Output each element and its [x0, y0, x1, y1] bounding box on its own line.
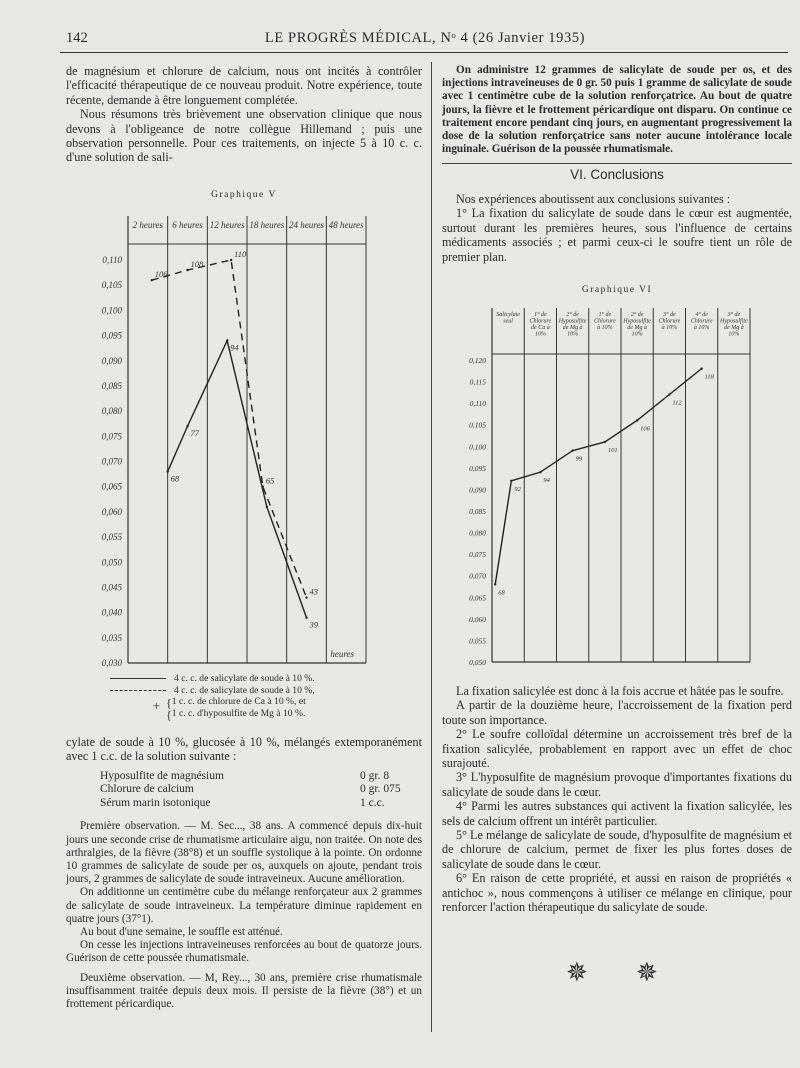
data-point	[262, 485, 264, 487]
formula-name: Chlorure de calcium	[100, 783, 194, 796]
data-label: 99	[575, 455, 583, 463]
column-header: Salicylate	[496, 312, 520, 318]
data-point	[151, 279, 153, 281]
data-label: 110	[234, 249, 247, 259]
y-tick-label: 0,100	[101, 305, 122, 316]
y-tick-label: 0,105	[469, 420, 486, 430]
observation: Au bout d'une semaine, le souffle est atténué.	[80, 925, 283, 938]
data-point	[604, 441, 606, 443]
observation: Première observation. — M. Sec..., 38 ans. A commencé depuis dix-huit jours une seconde crise de rhumatisme articulaire aigu, non traitée. On note des arthralgies, de la fièvre (38°8) et un souffle systolique à la pointe. On ordonne 10 grammes de salicylate de soude per os, auxquels on ajoute, pendant trois jours, 2 grammes de salicylate de soude intraveineux. Aucune amélioration.	[66, 820, 422, 886]
data-label: 68	[498, 589, 505, 597]
y-tick-label: 0,080	[469, 528, 486, 538]
data-point	[305, 616, 307, 618]
graph-5-caption: Graphique V	[211, 190, 277, 200]
column-header: 1° de	[534, 312, 547, 318]
data-label: 77	[190, 428, 199, 439]
journal-title: LE PROGRÈS MÉDICAL, Nᵒ 4 (26 Janvier 1935)	[264, 30, 586, 46]
paragraph: Nos expériences aboutissent aux conclusions suivantes :	[456, 192, 731, 206]
y-tick-label: 0,035	[101, 632, 122, 643]
paragraph: 3° L'hyposulfite de magnésium provoque d'importantes fixations du salicylate de soude dans le cœur.	[442, 770, 792, 799]
column-header: de Mg à	[627, 325, 647, 331]
section-rule	[442, 163, 792, 164]
y-tick-label: 0,040	[101, 607, 122, 618]
column-header: à 10%	[597, 325, 613, 331]
column-header: 2° de	[566, 312, 579, 318]
observation: On cesse les injections intraveineuses renforcées au bout de quatorze jours. Guérison de cette poussée rhumatismale.	[66, 939, 422, 965]
column-header: de Mg à	[724, 325, 744, 331]
formula	[66, 764, 422, 817]
ornament-icon: ✵	[636, 958, 658, 987]
column-header: Chlorure	[690, 318, 713, 325]
graph-6-caption: Graphique VI	[581, 285, 653, 295]
column-header: à 10%	[693, 325, 710, 331]
column-header: 2 heures	[132, 220, 164, 230]
y-tick-label: 0,070	[101, 456, 122, 467]
y-tick-label: 0,085	[469, 507, 486, 516]
y-tick-label: 0,060	[101, 506, 122, 517]
series-line	[495, 369, 701, 585]
column-header: 1° de	[598, 312, 612, 318]
y-tick-label: 0,050	[469, 658, 486, 667]
formula-qty: 1 c.c.	[360, 796, 385, 809]
column-header: 10%	[728, 331, 740, 338]
column-header: 24 heures	[289, 220, 324, 230]
header-rule	[60, 52, 788, 53]
observations	[66, 820, 422, 1011]
column-divider	[431, 62, 432, 1032]
paragraph: 2° Le soufre colloïdal détermine un accroissement très bref de la fixation salicylée, probablement en rapport avec un effet de choc surajouté.	[442, 727, 792, 771]
data-label: 39	[309, 619, 318, 630]
paragraph: de magnésium et chlorure de calcium, nous ont incités à contrôler l'efficacité thérapeutique de ce nouveau produit. Notre expérience, toute récente, demande à être longuement complétée.	[66, 64, 422, 107]
y-tick-label: 0,115	[469, 377, 486, 387]
data-label: 43	[309, 586, 318, 597]
column-header: Hyposulfite	[558, 318, 587, 325]
y-tick-label: 0,110	[102, 255, 122, 265]
data-point	[186, 425, 188, 427]
column-header: 6 heures	[172, 220, 203, 230]
column-header: Hyposulfite	[623, 318, 651, 325]
observation: Deuxième observation. — M, Rey..., 30 ans, première crise rhumatismale insuffisamment traitée depuis deux mois. Il persiste de la fièvre (38°) et un frottement péricardique.	[66, 971, 422, 1010]
y-tick-label: 0,050	[101, 557, 122, 568]
y-tick-label: 0,095	[469, 463, 486, 473]
data-point	[230, 259, 232, 261]
ornament-icon: ✵	[566, 958, 588, 987]
observation: On additionne un centimètre cube du mélange renforçateur aux 2 grammes de salicylate de soude intraveineux. La température diminue rapidement en quatre jours (37°1).	[66, 886, 422, 925]
y-tick-label: 0,030	[101, 658, 122, 668]
data-label: 108	[190, 259, 204, 270]
data-label: 118	[704, 373, 714, 381]
paragraph: 4° Parmi les autres substances qui activent la fixation salicylée, les sels de calcium offrent un intérêt particulier.	[442, 799, 792, 828]
data-point	[700, 367, 702, 369]
column-header: 12 heures	[209, 220, 245, 230]
graph-5-legend: 4 c. c. de salicylate de soude à 10 %. 4 c. c. de salicylate de soude à 10 %, + { 1 c. c. de chlorure de Ca à 10 %, et { 1 c. c. d'hyposulfite de Mg à 10 %.	[110, 672, 422, 720]
conclusions-bottom	[442, 684, 792, 915]
y-tick-label: 0,065	[101, 481, 122, 492]
data-label: 92	[514, 485, 521, 493]
column-header: de Ca à	[531, 325, 550, 331]
running-header	[66, 30, 784, 50]
column-header: à 10%	[661, 325, 678, 331]
data-label: 94	[543, 477, 550, 485]
column-header: 3° de	[727, 312, 741, 318]
data-point	[510, 480, 512, 482]
left-column-intro	[66, 64, 422, 165]
data-point	[571, 449, 573, 451]
paragraph: A partir de la douzième heure, l'accroissement de la fixation perd toute son importance.	[442, 698, 792, 727]
data-point	[186, 269, 188, 271]
legend-line: 1 c. c. d'hyposulfite de Mg à 10 %.	[171, 708, 306, 719]
legend-dashed: 4 c. c. de salicylate de soude à 10 %,	[174, 684, 315, 696]
paragraph: 1° La fixation du salicylate de soude dans le cœur est augmentée, surtout durant les premières heures, sous l'influence de certains médicaments associés ; et parmi ceux-ci le soufre tient un rôle de premier plan.	[442, 206, 792, 264]
x-axis-label: heures	[330, 649, 354, 659]
data-point	[636, 419, 638, 421]
paragraph: On administre 12 grammes de salicylate de soude per os, et des injections intraveineuses de 0 gr. 50 puis 1 gramme de salicylate de soude avec 1 centimètre cube de la solution renforçatrice. Au bout de quatre jours, la fièvre et le frottement péricardique ont disparu. On continue ce traitement encore pendant cinq jours, en augmentant progressivement la dose de la solution renforçatrice sans noter aucune intolérance locale inguinale. Guérison de la poussée rhumatismale.	[442, 64, 792, 156]
data-label: 65	[265, 475, 275, 486]
column-header: 10%	[534, 331, 546, 338]
series-line	[168, 341, 307, 618]
column-header: seul	[503, 318, 513, 325]
column-header: de Mg à	[562, 325, 583, 331]
column-header: 48 heures	[328, 220, 364, 230]
data-label: 94	[230, 342, 239, 353]
data-label: 106	[640, 425, 650, 433]
paragraph: 6° En raison de cette propriété, et aussi en raison de propriétés « antichoc », nous commençons à utiliser ce mélange en clinique, pour renforcer l'action thérapeutique du salicylate de soude.	[442, 871, 792, 915]
y-tick-label: 0,105	[101, 280, 122, 291]
y-tick-label: 0,110	[469, 399, 486, 409]
legend-line: 1 c. c. de chlorure de Ca à 10 %, et	[171, 696, 306, 707]
data-point	[266, 506, 268, 508]
data-point	[166, 470, 168, 472]
left-column-body	[66, 735, 422, 1011]
y-tick-label: 0,085	[101, 380, 122, 391]
y-tick-label: 0,045	[101, 582, 122, 593]
y-tick-label: 0,120	[469, 356, 486, 365]
column-header: Chlorure	[529, 318, 552, 325]
y-tick-label: 0,090	[469, 485, 486, 495]
y-tick-label: 0,080	[101, 406, 122, 417]
paragraph: Nous résumons très brièvement une observation clinique que nous devons à l'obligeance de notre collègue Hillemand ; puis une observation personnelle. Pour ces traitements, on injecte 5 à 10 c. c. d'une solution de sali-	[66, 107, 422, 165]
column-header: Hyposulfite	[720, 318, 748, 325]
column-header: 10%	[631, 331, 643, 338]
column-header: 2° de	[630, 312, 644, 318]
column-header: 18 heures	[249, 220, 285, 230]
graph-5	[96, 208, 426, 673]
column-header: Chlorure	[658, 318, 681, 325]
y-tick-label: 0,100	[469, 442, 486, 452]
y-tick-label: 0,055	[469, 636, 486, 646]
y-tick-label: 0,095	[101, 330, 122, 341]
paragraph: 5° Le mélange de salicylate de soude, d'hyposulfite de magnésium et de chlorure de calcium, permet de fixer les plus fortes doses de salicylate de soude dans le cœur.	[442, 828, 792, 871]
series-line	[152, 260, 307, 598]
graph-6	[450, 298, 792, 670]
data-point	[226, 339, 228, 341]
y-tick-label: 0,075	[101, 431, 122, 442]
data-point	[668, 393, 670, 395]
data-point	[494, 583, 496, 585]
data-point	[539, 471, 541, 473]
formula-qty: 0 gr. 075	[360, 783, 401, 796]
column-header: 4° de	[695, 312, 708, 318]
right-column-intro	[442, 64, 792, 156]
y-tick-label: 0,060	[469, 614, 486, 624]
formula-name: Sérum marin isotonique	[100, 796, 211, 809]
formula-name: Hyposulfite de magnésium	[100, 769, 224, 782]
column-header: 3° de	[663, 312, 676, 318]
section-title: VI. Conclusions	[570, 167, 664, 182]
data-label: 106	[154, 269, 168, 280]
y-tick-label: 0,075	[469, 550, 486, 560]
data-point	[305, 596, 307, 598]
paragraph: La fixation salicylée est donc à la fois accrue et hâtée pas le soufre.	[456, 684, 784, 698]
data-label: 112	[672, 399, 682, 407]
y-tick-label: 0,055	[101, 532, 122, 543]
column-header: Chlorure	[593, 318, 616, 325]
column-header: 10%	[567, 331, 579, 338]
paragraph: cylate de soude à 10 %, glucosée à 10 %, mélangés extemporanément avec 1 c.c. de la solution suivante :	[66, 735, 422, 764]
legend-solid: 4 c. c. de salicylate de soude à 10 %.	[174, 672, 315, 684]
data-label: 101	[607, 446, 618, 454]
data-label: 68	[170, 473, 180, 484]
conclusions-top	[442, 192, 792, 264]
y-tick-label: 0,065	[469, 593, 486, 603]
formula-qty: 0 gr. 8	[360, 769, 390, 782]
y-tick-label: 0,070	[469, 571, 486, 581]
page-number: 142	[66, 30, 88, 46]
y-tick-label: 0,090	[101, 355, 122, 366]
